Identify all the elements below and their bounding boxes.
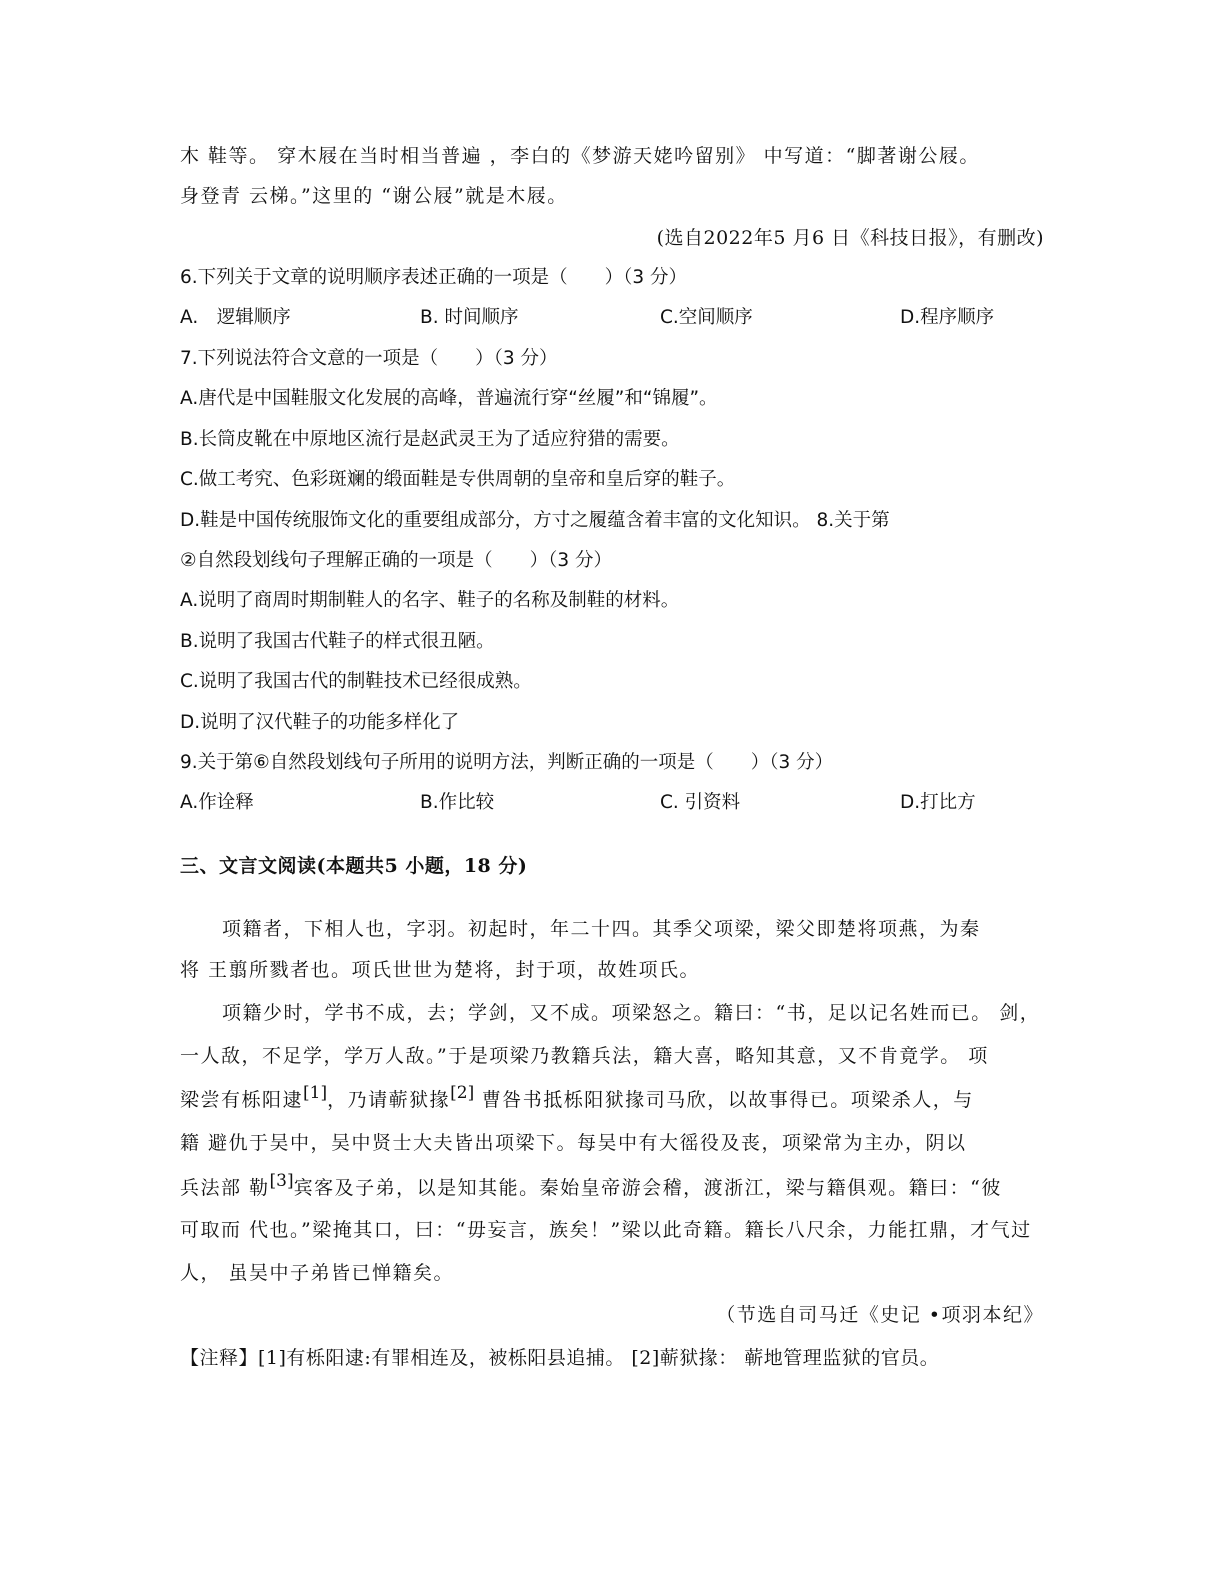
- classical-text-source: （节选自司马迁《史记 •项羽本纪》: [716, 1304, 1044, 1326]
- question-7-option-c: C.做工考究、色彩斑斓的缎面鞋是专供周朝的皇帝和皇后穿的鞋子。: [180, 469, 736, 490]
- annotation-notes: 【注释】[1]有栎阳逮:有罪相连及，被栎阳县追捕。 [2]蕲狱掾： 蕲地管理监狱的官员。: [180, 1347, 940, 1369]
- footnote-marker-2: [2]: [450, 1083, 475, 1103]
- passage-line: 身登青 云梯。”这里的 “谢公屐”就是木屐。: [180, 185, 568, 207]
- classical-text-line: 可取而 代也。”梁掩其口，曰：“毋妄言，族矣！”梁以此奇籍。籍长八尺余，力能扛鼎，才气过: [180, 1219, 1032, 1241]
- text-segment: ，乃请蕲狱掾: [327, 1089, 451, 1111]
- footnote-marker-1: [1]: [303, 1083, 328, 1103]
- classical-text-line: 将 王翦所戮者也。项氏世世为楚将，封于项，故姓项氏。: [180, 959, 701, 981]
- classical-text-line: 一人敌，不足学，学万人敌。”于是项梁乃教籍兵法，籍大喜，略知其意，又不肯竟学。 项: [180, 1045, 989, 1067]
- option-c: C. 引资料: [660, 792, 741, 813]
- text-segment: 梁尝有栎阳逮: [180, 1089, 304, 1111]
- classical-text-line: 人， 虽吴中子弟皆已惮籍矣。: [180, 1262, 455, 1284]
- question-9-options: [180, 790, 1040, 816]
- classical-text-line: 项籍者，下相人也，字羽。初起时，年二十四。其季父项梁，梁父即楚将项燕，为秦: [222, 918, 981, 940]
- text-segment: 兵法部 勒: [180, 1177, 270, 1199]
- text-segment: 曹咎书抵栎阳狱掾司马欣，以故事得已。项梁杀人，与: [474, 1089, 974, 1111]
- question-7-option-a: A.唐代是中国鞋服文化发展的高峰，普遍流行穿“丝履”和“锦履”。: [180, 388, 718, 409]
- classical-text-line: 籍 避仇于吴中，吴中贤士大夫皆出项梁下。每吴中有大徭役及丧，项梁常为主办，阴以: [180, 1132, 967, 1154]
- text-segment: 宾客及子弟，以是知其能。秦始皇帝游会稽，渡浙江，梁与籍俱观。籍曰：“彼: [293, 1177, 1002, 1199]
- option-a: A.作诠释: [180, 792, 254, 813]
- question-8-stem: ②自然段划线句子理解正确的一项是（ ）（3 分）: [180, 550, 612, 571]
- footnote-marker-3: [3]: [269, 1171, 294, 1191]
- option-c: C.空间顺序: [660, 307, 753, 328]
- passage-line: 木 鞋等。 穿木屐在当时相当普遍 ，李白的《梦游天姥吟留别》 中写道：“脚著谢公屐。: [180, 145, 980, 167]
- question-6-options: [180, 305, 1040, 331]
- classical-text-line: 项籍少时，学书不成，去；学剑，又不成。项梁怒之。籍曰：“书，足以记名姓而已。 剑，: [222, 1002, 1041, 1024]
- option-d: D.打比方: [900, 792, 976, 813]
- question-8-option-d: D.说明了汉代鞋子的功能多样化了: [180, 712, 460, 733]
- option-a: A. 逻辑顺序: [180, 307, 291, 328]
- question-6-stem: 6.下列关于文章的说明顺序表述正确的一项是（ ）（3 分）: [180, 267, 688, 288]
- question-8-option-b: B.说明了我国古代鞋子的样式很丑陋。: [180, 631, 495, 652]
- option-b: B. 时间顺序: [420, 307, 519, 328]
- classical-text-line: [180, 1171, 1040, 1201]
- option-d: D.程序顺序: [900, 307, 995, 328]
- passage-source: (选自2022年5 月6 日《科技日报》，有删改): [656, 227, 1044, 249]
- question-9-stem: 9.关于第⑥自然段划线句子所用的说明方法，判断正确的一项是（ ）（3 分）: [180, 752, 834, 773]
- question-8-option-c: C.说明了我国古代的制鞋技术已经很成熟。: [180, 671, 532, 692]
- classical-text-line: [180, 1083, 1040, 1113]
- question-7-stem: 7.下列说法符合文意的一项是（ ）（3 分）: [180, 348, 558, 369]
- section-3-heading: 三、文言文阅读(本题共5 小题，18 分): [180, 855, 528, 877]
- question-8-option-a: A.说明了商周时期制鞋人的名字、鞋子的名称及制鞋的材料。: [180, 590, 680, 611]
- option-b: B.作比较: [420, 792, 495, 813]
- question-7-option-b: B.长筒皮靴在中原地区流行是赵武灵王为了适应狩猎的需要。: [180, 429, 680, 450]
- question-7-option-d: D.鞋是中国传统服饰文化的重要组成部分，方寸之履蕴含着丰富的文化知识。 8.关于第: [180, 510, 890, 531]
